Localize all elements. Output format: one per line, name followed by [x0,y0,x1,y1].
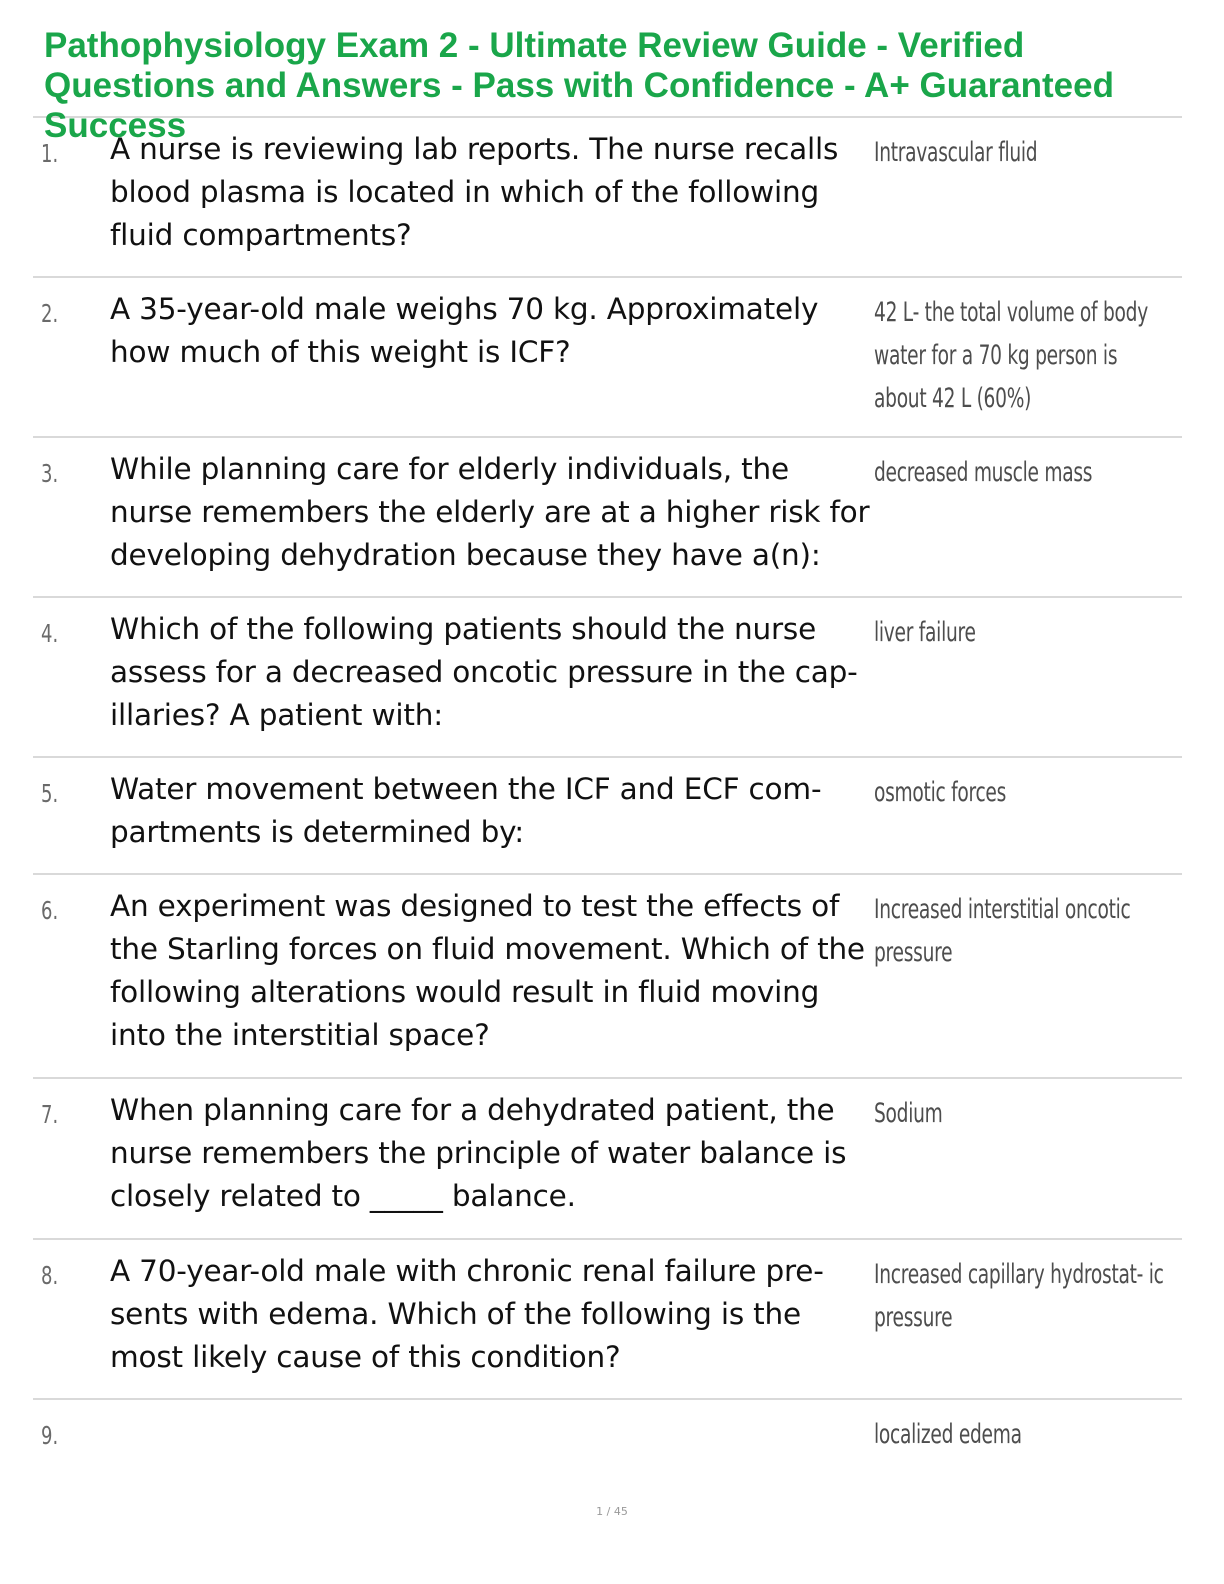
qa-row [33,438,1182,598]
question-number: 6. [41,896,59,925]
question-text: A 35-year-old male weighs 70 kg. Approximately how much of this weight is ICF? [110,292,819,369]
question-number: 1. [41,139,59,168]
question-number: 7. [41,1100,59,1129]
answer-text: liver failure [874,617,976,648]
answer-text: osmotic forces [874,777,1007,808]
answer-text: Increased capillary hydrostat- ic pressure [874,1259,1164,1333]
question-number: 3. [41,459,59,488]
question-number: 5. [41,779,59,808]
qa-row [33,1079,1182,1240]
question-number: 4. [41,619,59,648]
answer-text: Sodium [874,1098,943,1129]
question-number: 2. [41,299,59,328]
qa-row [33,1240,1182,1400]
answer-text: Intravascular fluid [874,137,1038,168]
qa-row [33,278,1182,438]
qa-row [33,1400,1182,1490]
page-number: 1 / 45 [596,1505,628,1518]
question-text: A 70-year-old male with chronic renal failure pre- sents with edema. Which of the following is the most likely cause of this condition? [110,1254,824,1374]
answer-text: localized edema [874,1419,1022,1450]
question-text: Water movement between the ICF and ECF com- partments is determined by: [110,772,822,849]
qa-row [33,598,1182,758]
question-text: An experiment was designed to test the effects of the Starling forces on fluid movement. Which of the following alterations would result in fluid moving into the interstitial space? [110,889,865,1052]
qa-row [33,758,1182,875]
answer-text: 42 L- the total volume of body water for a 70 kg person is about 42 L (60%) [874,297,1148,414]
question-text: When planning care for a dehydrated patient, the nurse remembers the principle of water balance is closely related to _____ balance. [110,1093,847,1213]
question-number: 8. [41,1261,59,1290]
answer-text: decreased muscle mass [874,457,1093,488]
question-number: 9. [41,1421,59,1450]
answer-text: Increased interstitial oncotic pressure [874,894,1131,968]
qa-list [33,118,1182,1490]
qa-row [33,875,1182,1079]
question-text: A nurse is reviewing lab reports. The nurse recalls blood plasma is located in which of the following fluid compartments? [110,132,839,252]
document-title: Pathophysiology Exam 2 - Ultimate Review Guide - Verified Questions and Answers - Pass with Confidence - A+ Guaranteed Success [44,26,1114,145]
question-text: Which of the following patients should the nurse assess for a decreased oncotic pressure in the cap- illaries? A patient with: [110,612,858,732]
question-text: While planning care for elderly individuals, the nurse remembers the elderly are at a higher risk for developing dehydration because they have a(n): [110,452,870,572]
